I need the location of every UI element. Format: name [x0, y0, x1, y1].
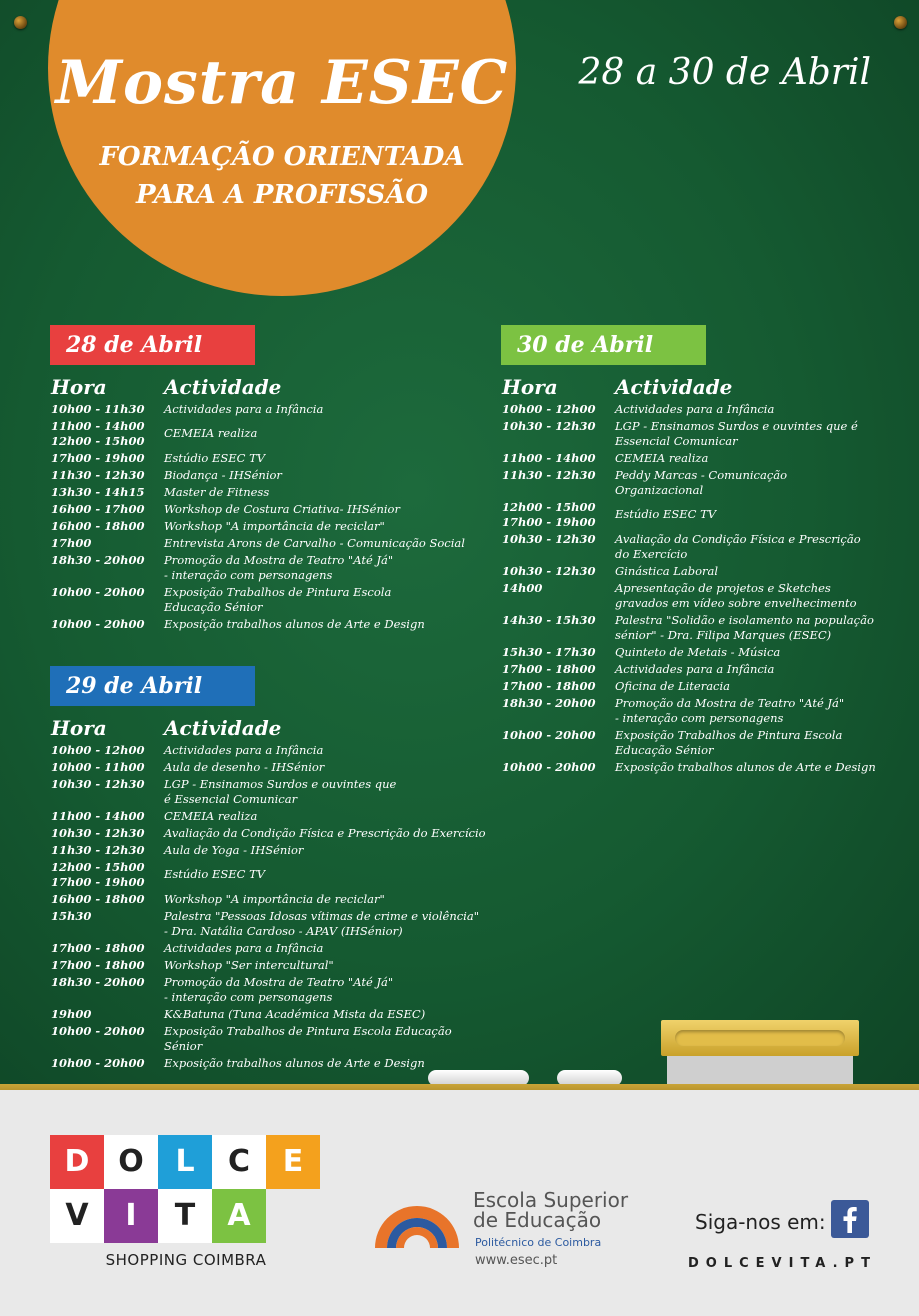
column-hour-29: Hora [51, 716, 107, 740]
row-activity: Avaliação da Condição Física e Prescrição do Exercício [615, 532, 861, 561]
schedule-row [502, 728, 882, 758]
day-banner-28: 28 de Abril [50, 325, 255, 365]
row-time: 14h00 [502, 581, 543, 595]
row-activity: Estúdio ESEC TV [164, 451, 266, 465]
row-time: 10h30 - 12h30 [51, 826, 145, 840]
esec-arch-icon [370, 1180, 465, 1250]
row-time: 14h30 - 15h30 [502, 613, 596, 627]
row-activity: Biodança - IHSénior [164, 468, 282, 482]
row-activity: Palestra "Solidão e isolamento na população sénior" - Dra. Filipa Marques (ESEC) [615, 613, 874, 642]
schedule-row [51, 975, 491, 1005]
column-hour-30: Hora [502, 375, 558, 399]
row-activity: Aula de Yoga - IHSénior [164, 843, 304, 857]
logo-letter: V [50, 1189, 104, 1243]
logo-letter: A [212, 1189, 266, 1243]
column-activity-30: Actividade [615, 375, 733, 399]
row-time: 11h30 - 12h30 [51, 843, 145, 857]
row-activity: LGP - Ensinamos Surdos e ouvintes que é Essencial Comunicar [615, 419, 858, 448]
schedule-row [51, 760, 491, 775]
row-activity: K&Batuna (Tuna Académica Mista da ESEC) [164, 1007, 426, 1021]
row-time: 17h00 - 18h00 [51, 941, 145, 955]
schedule-row [51, 502, 491, 517]
row-activity: CEMEIA realiza [164, 809, 258, 823]
schedule-row [51, 451, 491, 466]
schedule-row [502, 613, 882, 643]
row-time: 11h30 - 12h30 [51, 468, 145, 482]
row-activity: Oficina de Literacia [615, 679, 731, 693]
schedule-row [502, 564, 882, 579]
row-activity: CEMEIA realiza [164, 426, 258, 440]
schedule-row [502, 451, 882, 466]
row-time: 17h00 - 18h00 [51, 958, 145, 972]
row-activity: Promoção da Mostra de Teatro "Até Já" - interação com personagens [164, 553, 394, 582]
row-activity: Exposição trabalhos alunos de Arte e Design [164, 617, 425, 631]
row-activity: Actividades para a Infância [164, 402, 324, 416]
row-time: 10h30 - 12h30 [502, 532, 596, 546]
schedule-row [502, 662, 882, 677]
row-activity: Exposição Trabalhos de Pintura Escola Educação Sénior [164, 585, 392, 614]
row-activity: Estúdio ESEC TV [164, 867, 266, 881]
row-time: 18h30 - 20h00 [51, 553, 145, 567]
pin-left-icon [14, 16, 27, 29]
schedule-row [51, 958, 491, 973]
day-banner-29: 29 de Abril [50, 666, 255, 706]
row-activity: Ginástica Laboral [615, 564, 719, 578]
row-time: 10h00 - 12h00 [51, 743, 145, 757]
schedule-row [51, 585, 491, 615]
row-activity: Actividades para a Infância [615, 402, 775, 416]
logo-letter: O [104, 1135, 158, 1189]
row-time: 10h00 - 12h00 [502, 402, 596, 416]
schedule-row [51, 617, 491, 632]
esec-logo [370, 1180, 650, 1268]
row-time: 12h00 - 15h00 17h00 - 19h00 [502, 500, 596, 529]
row-activity: Workshop "A importância de reciclar" [164, 892, 385, 906]
row-time: 11h30 - 12h30 [502, 468, 596, 482]
follow-label: Siga-nos em: [695, 1210, 826, 1234]
dolcevita-subtitle: SHOPPING COIMBRA [105, 1251, 267, 1269]
row-activity: Exposição Trabalhos de Pintura Escola Educação Sénior [615, 728, 843, 757]
schedule-row [51, 941, 491, 956]
row-activity: Promoção da Mostra de Teatro "Até Já" - interação com personagens [164, 975, 394, 1004]
row-time: 16h00 - 17h00 [51, 502, 145, 516]
schedule-row [51, 519, 491, 534]
logo-letter: I [104, 1189, 158, 1243]
schedule-row [51, 1007, 491, 1022]
logo-letter: T [158, 1189, 212, 1243]
event-dates: 28 a 30 de Abril [578, 52, 871, 93]
schedule-row [51, 536, 491, 551]
row-activity: Workshop "A importância de reciclar" [164, 519, 385, 533]
row-activity: Entrevista Arons de Carvalho - Comunicação Social [164, 536, 465, 550]
row-activity: Workshop "Ser intercultural" [164, 958, 334, 972]
row-time: 17h00 - 18h00 [502, 679, 596, 693]
page-title: Mostra ESEC [55, 48, 509, 118]
row-time: 17h00 - 18h00 [502, 662, 596, 676]
row-time: 11h00 - 14h00 12h00 - 15h00 [51, 419, 145, 448]
schedule-row [502, 760, 882, 775]
row-time: 10h00 - 20h00 [502, 728, 596, 742]
row-activity: Exposição Trabalhos de Pintura Escola Educação Sénior [164, 1024, 452, 1053]
row-time: 17h00 - 19h00 [51, 451, 145, 465]
website-link[interactable]: DOLCEVITA.PT [688, 1256, 877, 1271]
row-activity: CEMEIA realiza [615, 451, 709, 465]
schedule-row [51, 860, 491, 890]
schedule-row [51, 1024, 491, 1054]
schedule-row [51, 419, 491, 449]
row-time: 10h00 - 20h00 [51, 617, 145, 631]
logo-letter: L [158, 1135, 212, 1189]
row-time: 15h30 - 17h30 [502, 645, 596, 659]
dolcevita-logo [50, 1135, 322, 1269]
schedule-row [51, 892, 491, 907]
schedule-row [502, 679, 882, 694]
row-time: 10h00 - 20h00 [51, 585, 145, 599]
eraser-icon [661, 1020, 859, 1086]
row-activity: Actividades para a Infância [164, 743, 324, 757]
esec-url-link[interactable]: www.esec.pt [475, 1253, 558, 1268]
row-time: 11h00 - 14h00 [51, 809, 145, 823]
schedule-row [51, 909, 491, 939]
schedule-28 [51, 402, 491, 634]
schedule-row [502, 645, 882, 660]
schedule-row [502, 696, 882, 726]
row-activity: Promoção da Mostra de Teatro "Até Já" - interação com personagens [615, 696, 845, 725]
row-activity: Estúdio ESEC TV [615, 507, 717, 521]
row-time: 16h00 - 18h00 [51, 519, 145, 533]
row-activity: Actividades para a Infância [164, 941, 324, 955]
subtitle-line-2: PARA A PROFISSÃO [135, 180, 429, 210]
row-activity: Exposição trabalhos alunos de Arte e Design [615, 760, 876, 774]
row-activity: Aula de desenho - IHSénior [164, 760, 325, 774]
row-activity: Peddy Marcas - Comunicação Organizacional [615, 468, 788, 497]
board-ledge [0, 1084, 919, 1090]
row-activity: Apresentação de projetos e Sketches gravados em vídeo sobre envelhecimento [615, 581, 857, 610]
schedule-row [51, 843, 491, 858]
row-time: 16h00 - 18h00 [51, 892, 145, 906]
row-time: 17h00 [51, 536, 92, 550]
row-time: 15h30 [51, 909, 92, 923]
subtitle-line-1: FORMAÇÃO ORIENTADA [99, 142, 465, 172]
pin-right-icon [894, 16, 907, 29]
schedule-row [51, 553, 491, 583]
facebook-icon[interactable] [831, 1200, 869, 1238]
schedule-row [502, 500, 882, 530]
schedule-row [502, 419, 882, 449]
column-hour-28: Hora [51, 375, 107, 399]
row-activity: Master de Fitness [164, 485, 270, 499]
schedule-row [51, 1056, 491, 1071]
schedule-row [51, 809, 491, 824]
row-activity: Palestra "Pessoas Idosas vítimas de crime e violência" - Dra. Natália Cardoso - APAV (IHSénior) [164, 909, 480, 938]
row-time: 18h30 - 20h00 [51, 975, 145, 989]
row-time: 18h30 - 20h00 [502, 696, 596, 710]
row-time: 10h00 - 20h00 [51, 1024, 145, 1038]
row-activity: Avaliação da Condição Física e Prescrição do Exercício [164, 826, 486, 840]
row-time: 10h00 - 11h00 [51, 760, 145, 774]
row-time: 13h30 - 14h15 [51, 485, 145, 499]
schedule-row [502, 532, 882, 562]
schedule-row [51, 468, 491, 483]
schedule-29 [51, 743, 491, 1073]
schedule-row [502, 402, 882, 417]
schedule-row [51, 777, 491, 807]
esec-name-line-2: de Educação [473, 1208, 602, 1232]
logo-letter: C [212, 1135, 266, 1189]
schedule-row [51, 402, 491, 417]
row-activity: Actividades para a Infância [615, 662, 775, 676]
logo-blank [266, 1189, 320, 1243]
logo-letter: E [266, 1135, 320, 1189]
row-time: 11h00 - 14h00 [502, 451, 596, 465]
row-activity: Exposição trabalhos alunos de Arte e Design [164, 1056, 425, 1070]
schedule-row [502, 468, 882, 498]
row-activity: LGP - Ensinamos Surdos e ouvintes que é Essencial Comunicar [164, 777, 397, 806]
schedule-row [51, 485, 491, 500]
esec-name [473, 1190, 628, 1230]
row-time: 12h00 - 15h00 17h00 - 19h00 [51, 860, 145, 889]
schedule-30 [502, 402, 882, 777]
row-time: 10h00 - 20h00 [502, 760, 596, 774]
day-banner-30: 30 de Abril [501, 325, 706, 365]
schedule-row [51, 743, 491, 758]
row-time: 10h30 - 12h30 [502, 419, 596, 433]
schedule-row [502, 581, 882, 611]
row-time: 10h30 - 12h30 [51, 777, 145, 791]
row-activity: Workshop de Costura Criativa- IHSénior [164, 502, 400, 516]
column-activity-29: Actividade [164, 716, 282, 740]
esec-institution: Politécnico de Coimbra [475, 1236, 602, 1249]
schedule-row [51, 826, 491, 841]
row-time: 19h00 [51, 1007, 92, 1021]
column-activity-28: Actividade [164, 375, 282, 399]
row-time: 10h00 - 11h30 [51, 402, 145, 416]
row-time: 10h00 - 20h00 [51, 1056, 145, 1070]
row-time: 10h30 - 12h30 [502, 564, 596, 578]
esec-name-line-1: Escola Superior [473, 1188, 629, 1212]
logo-letter: D [50, 1135, 104, 1189]
row-activity: Quinteto de Metais - Música [615, 645, 781, 659]
